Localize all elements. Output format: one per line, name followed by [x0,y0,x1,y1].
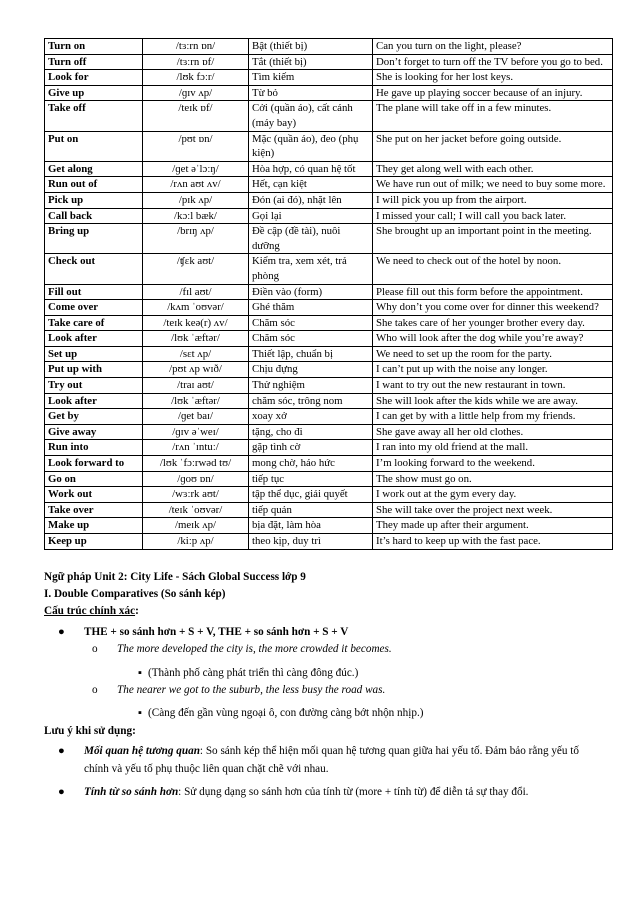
note-item-2 [44,784,600,801]
phrasal-verb-cell: Take over [45,502,143,518]
note-term: Tính từ so sánh hơn [84,786,179,799]
ipa-cell: /ɡɪv əˈweɪ/ [143,424,249,440]
phrasal-verb-cell: Turn off [45,54,143,70]
ipa-cell: /ɡet əˈlɔːŋ/ [143,161,249,177]
notes-label: Lưu ý khi sử dụng [44,724,133,737]
table-row [45,409,613,425]
phrasal-verb-cell: Run out of [45,177,143,193]
phrasal-verb-cell: Run into [45,440,143,456]
phrasal-verb-cell: Get by [45,409,143,425]
example-cell: I work out at the gym every day. [373,487,613,503]
example-cell: I will pick you up from the airport. [373,192,613,208]
ipa-cell: /ɡɪv ʌp/ [143,85,249,101]
phrasal-verb-cell: Come over [45,300,143,316]
phrasal-verb-table-body [45,39,613,550]
example-cell: She is looking for her lost keys. [373,70,613,86]
structure-label: Cấu trúc chính xác [44,605,136,618]
table-row [45,331,613,347]
table-row [45,487,613,503]
sub-bullet: o [92,643,98,656]
table-row [45,39,613,55]
phrasal-verb-cell: Put on [45,131,143,161]
grammar-title: Ngữ pháp Unit 2: City Life - Sách Global Success lớp 9 [44,570,306,583]
ipa-cell: /rʌn aʊt ʌv/ [143,177,249,193]
sub-bullet: o [92,684,98,697]
example-cell: I’m looking forward to the weekend. [373,456,613,472]
phrasal-verb-cell: Turn on [45,39,143,55]
example-cell: We have run out of milk; we need to buy some more. [373,177,613,193]
example-cell: We need to set up the room for the party. [373,346,613,362]
meaning-cell: tiếp tục [249,471,373,487]
example-vi-text: (Càng đến gần vùng ngoại ô, con đường càng bớt nhộn nhịp.) [148,707,424,720]
table-row [45,440,613,456]
meaning-cell: Tắt (thiết bị) [249,54,373,70]
meaning-cell: chăm sóc, trông nom [249,393,373,409]
ipa-cell: /ɡet baɪ/ [143,409,249,425]
table-row [45,131,613,161]
phrasal-verb-table [44,38,613,550]
example-cell: She will look after the kids while we are away. [373,393,613,409]
example-cell: Can you turn on the light, please? [373,39,613,55]
phrasal-verb-cell: Give away [45,424,143,440]
ipa-cell: /ʧɛk aʊt/ [143,254,249,284]
phrasal-verb-cell: Work out [45,487,143,503]
phrasal-verb-cell: Call back [45,208,143,224]
phrasal-verb-cell: Give up [45,85,143,101]
table-row [45,254,613,284]
example-cell: The show must go on. [373,471,613,487]
phrasal-verb-cell: Try out [45,378,143,394]
meaning-cell: Chăm sóc [249,315,373,331]
ipa-cell: /pʊt ɒn/ [143,131,249,161]
example-en-text: The nearer we got to the suburb, the less busy the road was. [117,684,386,697]
table-row [45,393,613,409]
example-cell: She put on her jacket before going outside. [373,131,613,161]
example-cell: Who will look after the dog while you’re away? [373,331,613,347]
meaning-cell: Ghé thăm [249,300,373,316]
note-text: : So sánh kép thể hiện mối quan hệ tương quan giữa hai yếu tố. Đảm bảo rằng yếu tố chính và yếu tố phụ thuộc liên quan chặt chẽ với nhau. [84,745,579,775]
notes-heading [44,723,600,740]
example-en-1 [44,641,600,658]
table-row [45,101,613,131]
ipa-cell: /teɪk ɒf/ [143,101,249,131]
meaning-cell: Gọi lại [249,208,373,224]
meaning-cell: Thử nghiệm [249,378,373,394]
ipa-cell: /traɪ aʊt/ [143,378,249,394]
table-row [45,224,613,254]
ipa-cell: /tɜːrn ɒn/ [143,39,249,55]
phrasal-verb-cell: Pick up [45,192,143,208]
formula: THE + so sánh hơn + S + V, THE + so sánh hơn + S + V [84,625,349,638]
square-bullet: ▪ [138,707,142,720]
table-row [45,456,613,472]
meaning-cell: Mặc (quần áo), đeo (phụ kiện) [249,131,373,161]
meaning-cell: Từ bỏ [249,85,373,101]
example-cell: The plane will take off in a few minutes. [373,101,613,131]
example-cell: I want to try out the new restaurant in town. [373,378,613,394]
example-cell: She brought up an important point in the meeting. [373,224,613,254]
example-cell: Why don’t you come over for dinner this weekend? [373,300,613,316]
meaning-cell: bịa đặt, làm hòa [249,518,373,534]
phrasal-verb-cell: Make up [45,518,143,534]
meaning-cell: Chịu đựng [249,362,373,378]
meaning-cell: Chăm sóc [249,331,373,347]
ipa-cell: /pɪk ʌp/ [143,192,249,208]
meaning-cell: Thiết lập, chuẩn bị [249,346,373,362]
structure-colon: : [135,605,139,618]
ipa-cell: /teɪk ˈoʊvər/ [143,502,249,518]
example-cell: She gave away all her old clothes. [373,424,613,440]
meaning-cell: Hết, cạn kiệt [249,177,373,193]
phrasal-verb-cell: Look after [45,393,143,409]
phrasal-verb-cell: Look for [45,70,143,86]
ipa-cell: /lʊk ˈæftər/ [143,393,249,409]
ipa-cell: /ɡoʊ ɒn/ [143,471,249,487]
table-row [45,471,613,487]
ipa-cell: /pʊt ʌp wɪð/ [143,362,249,378]
note-item-1 [44,743,600,778]
table-row [45,192,613,208]
ipa-cell: /kɔːl bæk/ [143,208,249,224]
document-page [44,38,606,801]
note-term: Mối quan hệ tương quan [84,745,200,758]
meaning-cell: Đón (ai đó), nhặt lên [249,192,373,208]
table-row [45,502,613,518]
meaning-cell: Hòa hợp, có quan hệ tốt [249,161,373,177]
table-row [45,424,613,440]
example-en-2 [44,682,600,699]
example-cell: Please fill out this form before the appointment. [373,284,613,300]
ipa-cell: /kʌm ˈoʊvər/ [143,300,249,316]
meaning-cell: tặng, cho đi [249,424,373,440]
ipa-cell: /meɪk ʌp/ [143,518,249,534]
phrasal-verb-cell: Keep up [45,534,143,550]
table-row [45,161,613,177]
example-cell: They made up after their argument. [373,518,613,534]
meaning-cell: mong chờ, háo hức [249,456,373,472]
ipa-cell: /brɪŋ ʌp/ [143,224,249,254]
ipa-cell: /fɪl aʊt/ [143,284,249,300]
example-en-text: The more developed the city is, the more crowded it becomes. [117,643,392,656]
phrasal-verb-cell: Take care of [45,315,143,331]
meaning-cell: Tìm kiếm [249,70,373,86]
square-bullet: ▪ [138,666,142,679]
phrasal-verb-cell: Look forward to [45,456,143,472]
example-cell: I missed your call; I will call you back later. [373,208,613,224]
table-row [45,284,613,300]
ipa-cell: /lʊk ˈfɔːrwəd tʊ/ [143,456,249,472]
bullet-dot: ● [58,786,65,799]
note-text: : Sử dụng dạng so sánh hơn của tính từ (more + tính từ) để diễn tả sự thay đổi. [178,786,529,799]
phrasal-verb-cell: Set up [45,346,143,362]
formula-bullet [44,624,600,641]
ipa-cell: /sɛt ʌp/ [143,346,249,362]
example-vi-2 [44,705,600,722]
phrasal-verb-cell: Put up with [45,362,143,378]
example-cell: I can’t put up with the noise any longer. [373,362,613,378]
example-vi-1 [44,665,600,682]
meaning-cell: tiếp quản [249,502,373,518]
ipa-cell: /wɜːrk aʊt/ [143,487,249,503]
ipa-cell: /lʊk ˈæftər/ [143,331,249,347]
ipa-cell: /rʌn ˈɪntuː/ [143,440,249,456]
meaning-cell: gặp tình cờ [249,440,373,456]
example-cell: They get along well with each other. [373,161,613,177]
table-row [45,54,613,70]
example-cell: She will take over the project next week. [373,502,613,518]
meaning-cell: Cởi (quần áo), cất cánh (máy bay) [249,101,373,131]
grammar-section [44,569,600,802]
phrasal-verb-cell: Look after [45,331,143,347]
meaning-cell: Bật (thiết bị) [249,39,373,55]
phrasal-verb-cell: Get along [45,161,143,177]
example-cell: I can get by with a little help from my friends. [373,409,613,425]
table-row [45,346,613,362]
notes-colon: : [132,724,136,737]
ipa-cell: /teɪk keə(r) ʌv/ [143,315,249,331]
table-row [45,70,613,86]
phrasal-verb-cell: Check out [45,254,143,284]
meaning-cell: tập thể dục, giải quyết [249,487,373,503]
phrasal-verb-cell: Go on [45,471,143,487]
phrasal-verb-cell: Bring up [45,224,143,254]
example-cell: Don’t forget to turn off the TV before you go to bed. [373,54,613,70]
example-cell: She takes care of her younger brother every day. [373,315,613,331]
table-row [45,300,613,316]
ipa-cell: /lʊk fɔːr/ [143,70,249,86]
meaning-cell: Kiểm tra, xem xét, trả phòng [249,254,373,284]
table-row [45,378,613,394]
phrasal-verb-cell: Fill out [45,284,143,300]
table-row [45,518,613,534]
ipa-cell: /tɜːrn ɒf/ [143,54,249,70]
bullet-dot: ● [58,745,65,758]
table-row [45,315,613,331]
table-row [45,208,613,224]
table-row [45,85,613,101]
ipa-cell: /kiːp ʌp/ [143,534,249,550]
meaning-cell: Đề cập (đề tài), nuôi dưỡng [249,224,373,254]
meaning-cell: xoay xở [249,409,373,425]
meaning-cell: theo kịp, duy trì [249,534,373,550]
table-row [45,362,613,378]
structure-heading [44,603,600,620]
meaning-cell: Điền vào (form) [249,284,373,300]
example-vi-text: (Thành phố càng phát triển thì càng đông đúc.) [148,666,359,679]
table-row [45,177,613,193]
section-heading: I. Double Comparatives (So sánh kép) [44,588,226,600]
example-cell: He gave up playing soccer because of an injury. [373,85,613,101]
example-cell: It’s hard to keep up with the fast pace. [373,534,613,550]
bullet-dot: ● [58,625,65,638]
table-row [45,534,613,550]
phrasal-verb-cell: Take off [45,101,143,131]
example-cell: We need to check out of the hotel by noon. [373,254,613,284]
example-cell: I ran into my old friend at the mall. [373,440,613,456]
